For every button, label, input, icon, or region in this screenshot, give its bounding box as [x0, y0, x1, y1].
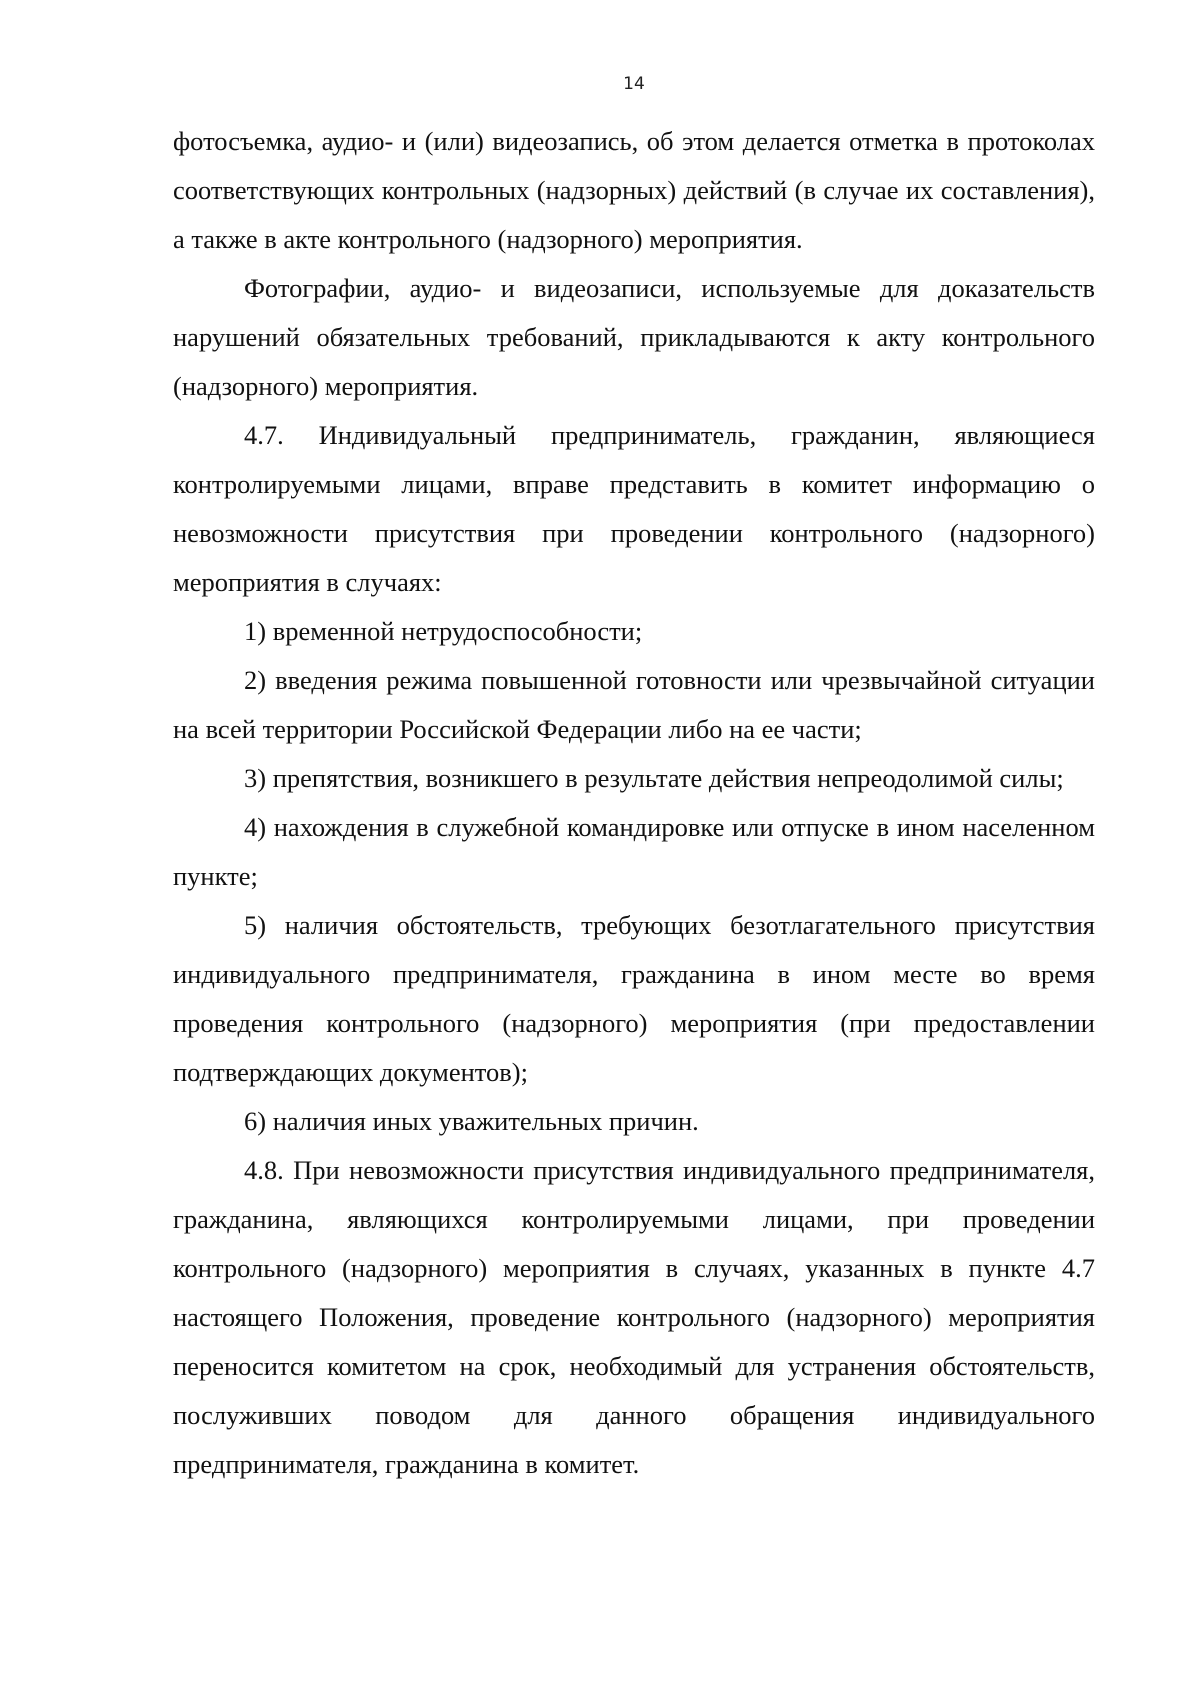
paragraph: фотосъемка, аудио- и (или) видеозапись, об этом делается отметка в протоколах соответствующих контрольных (надзорных) действий (в случае их составления), а также в акте контрольного (надзорного) мероприятия.	[173, 126, 1095, 254]
paragraph-4-8: 4.8. При невозможности присутствия индивидуального предпринимателя, гражданина, являющихся контролируемыми лицами, при проведении контрольного (надзорного) мероприятия в случаях, указанных в пункте 4.7 настоящего Положения, проведение контрольного (надзорного) мероприятия переносится комитетом на срок, необходимый для устранения обстоятельств, послуживших поводом для данного обращения индивидуального предпринимателя, гражданина в комитет.	[173, 1155, 1095, 1479]
list-item: 2) введения режима повышенной готовности или чрезвычайной ситуации на всей территории Российской Федерации либо на ее части;	[173, 665, 1095, 744]
list-item: 5) наличия обстоятельств, требующих безотлагательного присутствия индивидуального предпринимателя, гражданина в ином месте во время проведения контрольного (надзорного) мероприятия (при предоставлении подтверждающих документов);	[173, 910, 1095, 1087]
paragraph-4-7: 4.7. Индивидуальный предприниматель, гражданин, являющиеся контролируемыми лицами, вправе представить в комитет информацию о невозможности присутствия при проведении контрольного (надзорного) мероприятия в случаях:	[173, 420, 1095, 597]
list-item: 6) наличия иных уважительных причин.	[244, 1106, 699, 1136]
page-number: 14	[623, 74, 645, 94]
list-item: 3) препятствия, возникшего в результате действия непреодолимой силы;	[244, 763, 1064, 793]
list-item: 4) нахождения в служебной командировке или отпуске в ином населенном пункте;	[173, 812, 1095, 891]
document-body	[173, 117, 1095, 1489]
list-item: 1) временной нетрудоспособности;	[244, 616, 643, 646]
paragraph: Фотографии, аудио- и видеозаписи, используемые для доказательств нарушений обязательных требований, прикладываются к акту контрольного (надзорного) мероприятия.	[173, 273, 1095, 401]
